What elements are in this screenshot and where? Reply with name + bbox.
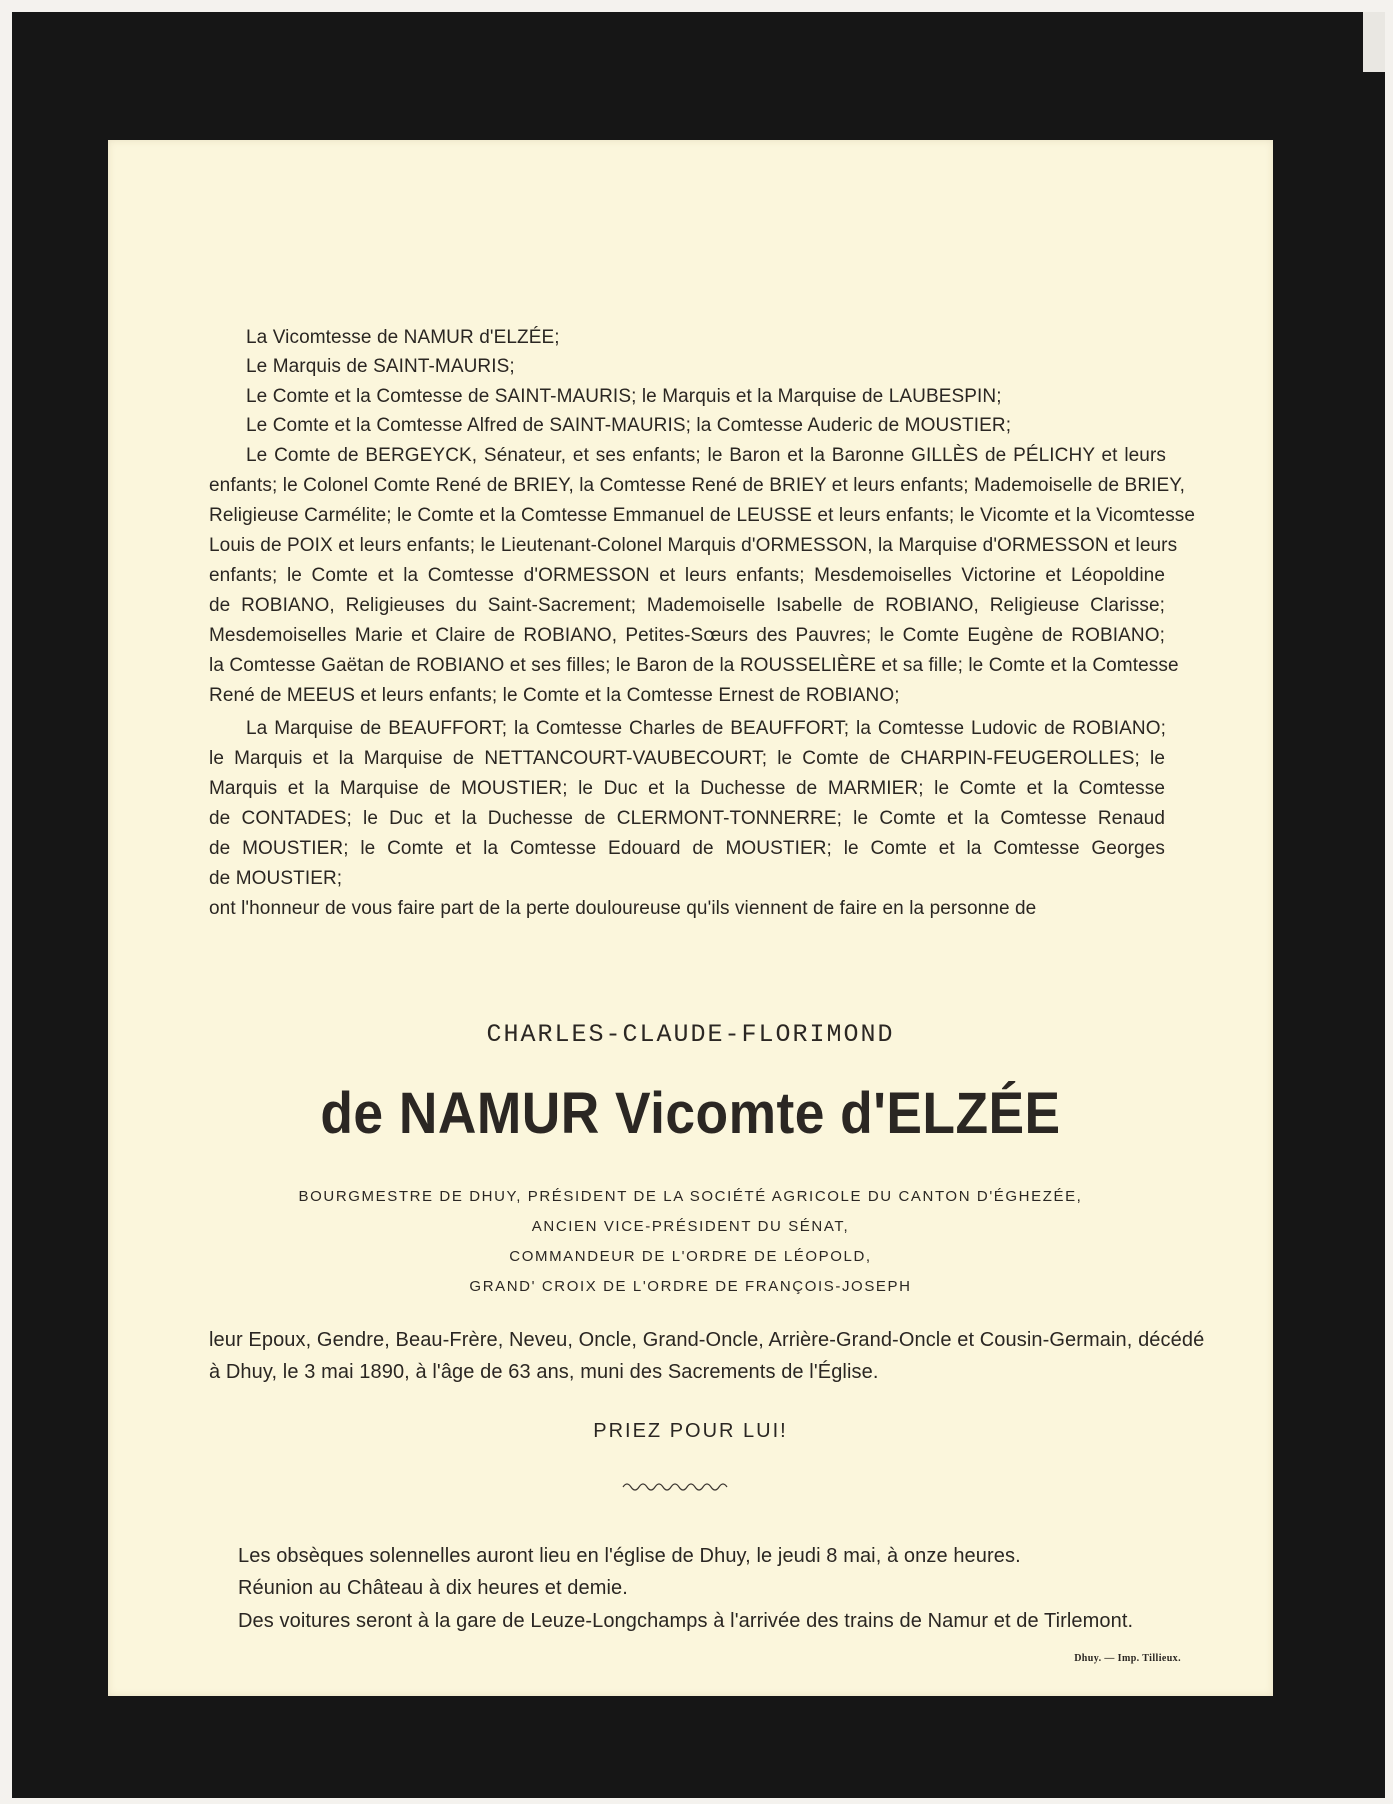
family-line: enfants; le Comte et la Comtesse d'ORMESSON et leurs enfants; Mesdemoiselles Victorine et Léopoldine [209, 565, 1165, 586]
office-line: ANCIEN VICE-PRÉSIDENT DU SÉNAT, [531, 1218, 850, 1235]
family-line: Le Comte et la Comtesse Alfred de SAINT-MAURIS; la Comtesse Auderic de MOUSTIER; [246, 415, 1012, 436]
family-line: Mesdemoiselles Marie et Claire de ROBIANO, Petites-Sœurs des Pauvres; le Comte Eugène de ROBIANO; [209, 625, 1165, 646]
office-line: BOURGMESTRE DE DHUY, PRÉSIDENT DE LA SOCIÉTÉ AGRICOLE DU CANTON D'ÉGHEZÉE, [298, 1188, 1083, 1205]
funeral-line: Des voitures seront à la gare de Leuze-Longchamps à l'arrivée des trains de Namur et de Tirlemont. [238, 1610, 1134, 1632]
relations-line: à Dhuy, le 3 mai 1890, à l'âge de 63 ans, muni des Sacrements de l'Église. [209, 1361, 879, 1383]
family-line: Le Comte et la Comtesse de SAINT-MAURIS; le Marquis et la Marquise de LAUBESPIN; [246, 386, 1002, 407]
family-line: Le Comte de BERGEYCK, Sénateur, et ses enfants; le Baron et la Baronne GILLÈS de PÉLICHY et leurs [246, 445, 1166, 466]
office-line: GRAND' CROIX DE L'ORDRE DE FRANÇOIS-JOSEPH [469, 1278, 912, 1295]
family-line: le Marquis et la Marquise de NETTANCOURT-VAUBECOURT; le Comte de CHARPIN-FEUGEROLLES; le [209, 748, 1165, 769]
family-line: La Vicomtesse de NAMUR d'ELZÉE; [246, 327, 560, 348]
deceased-title: de NAMUR Vicomte d'ELZÉE [320, 1081, 1061, 1146]
family-line: Louis de POIX et leurs enfants; le Lieutenant-Colonel Marquis d'ORMESSON, la Marquise d'ORMESSON et leurs [209, 535, 1178, 556]
family-line: enfants; le Colonel Comte René de BRIEY, la Comtesse René de BRIEY et leurs enfants; Mademoiselle de BRIEY, [209, 475, 1186, 496]
prayer: PRIEZ POUR LUI! [593, 1420, 788, 1442]
funeral-line: Les obsèques solennelles auront lieu en l'église de Dhuy, le jeudi 8 mai, à onze heures. [238, 1545, 1021, 1567]
family-line: de MOUSTIER; [209, 868, 343, 889]
family-line: Le Marquis de SAINT-MAURIS; [246, 356, 515, 377]
relations-line: leur Epoux, Gendre, Beau-Frère, Neveu, Oncle, Grand-Oncle, Arrière-Grand-Oncle et Cousin-Germain, décédé [209, 1329, 1205, 1351]
card-corner-edge [1363, 12, 1385, 72]
announcement-paper [108, 140, 1273, 1696]
announcement-line: ont l'honneur de vous faire part de la perte douloureuse qu'ils viennent de faire en la personne de [209, 898, 1037, 919]
family-line: la Comtesse Gaëtan de ROBIANO et ses filles; le Baron de la ROUSSELIÈRE et sa fille; le Comte et la Comtesse [209, 655, 1179, 676]
family-line: Marquis et la Marquise de MOUSTIER; le Duc et la Duchesse de MARMIER; le Comte et la Comtesse [209, 778, 1165, 799]
office-line: COMMANDEUR DE L'ORDRE DE LÉOPOLD, [509, 1248, 872, 1265]
deceased-given-names: CHARLES-CLAUDE-FLORIMOND [486, 1020, 895, 1049]
wave-ornament [621, 1478, 733, 1494]
printer-credit: Dhuy. — Imp. Tillieux. [1074, 1653, 1181, 1664]
family-line: de ROBIANO, Religieuses du Saint-Sacrement; Mademoiselle Isabelle de ROBIANO, Religieuse Clarisse; [209, 595, 1165, 616]
funeral-line: Réunion au Château à dix heures et demie. [238, 1577, 628, 1599]
family-line: Religieuse Carmélite; le Comte et la Comtesse Emmanuel de LEUSSE et leurs enfants; le Vicomte et la Vicomtesse [209, 505, 1196, 526]
family-line: de MOUSTIER; le Comte et la Comtesse Edouard de MOUSTIER; le Comte et la Comtesse Georges [209, 838, 1165, 859]
family-line: La Marquise de BEAUFFORT; la Comtesse Charles de BEAUFFORT; la Comtesse Ludovic de ROBIANO; [246, 718, 1166, 739]
family-line: René de MEEUS et leurs enfants; le Comte et la Comtesse Ernest de ROBIANO; [209, 685, 900, 706]
family-line: de CONTADES; le Duc et la Duchesse de CLERMONT-TONNERRE; le Comte et la Comtesse Renaud [209, 808, 1165, 829]
